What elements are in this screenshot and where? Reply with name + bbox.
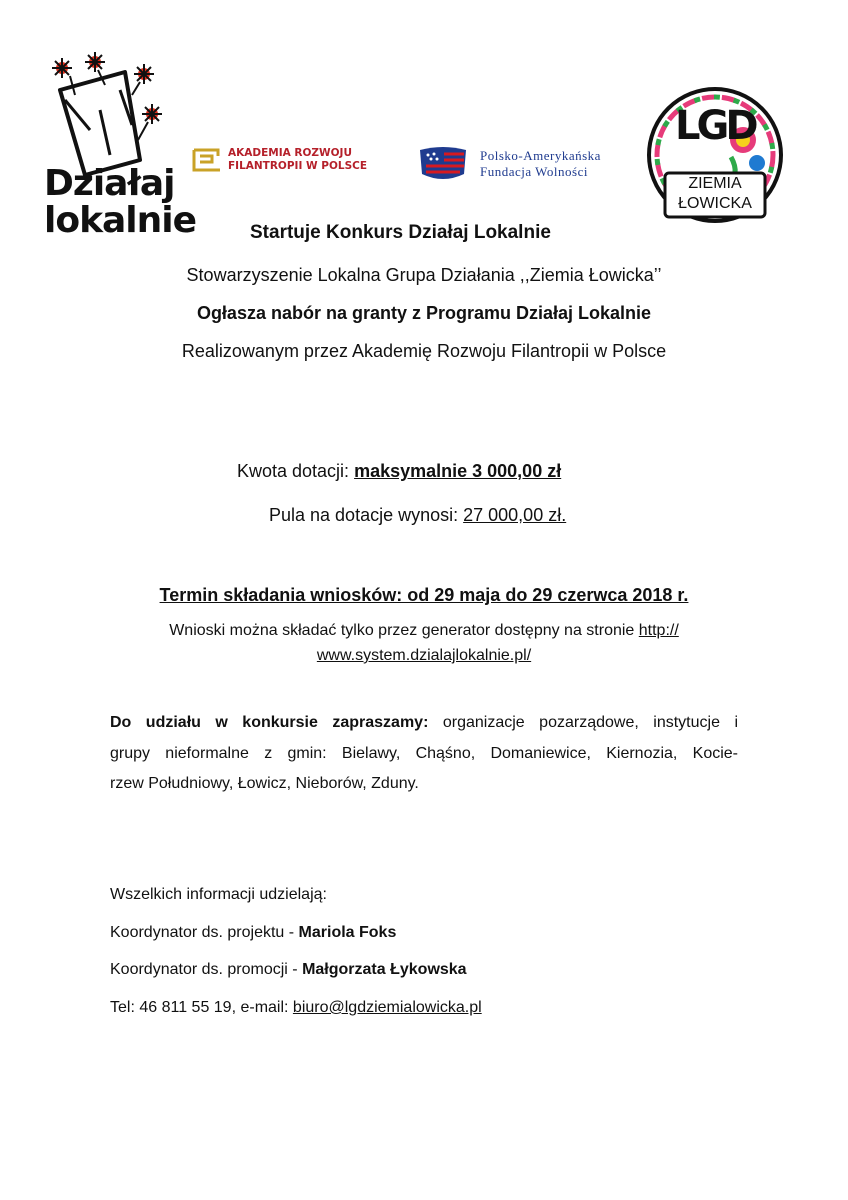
lgd-ziemia-lowicka-logo (645, 85, 785, 225)
akademia-mark-icon (192, 148, 222, 172)
contact-intro: Wszelkich informacji udzielają: (110, 886, 327, 903)
pafw-logo (418, 142, 633, 184)
participation-line2: grupy nieformalne z gmin: Bielawy, Chąśno, Domaniewice, Kiernozia, Kocie- (110, 745, 738, 762)
participation-bold: Do udziału w konkursie zapraszamy: (110, 714, 429, 731)
contact-email-link[interactable]: biuro@lgdziemialowicka.pl (292, 999, 482, 1016)
contact-phone: Tel: 46 811 55 19, e-mail: (110, 999, 293, 1016)
participation-line3: rzew Południowy, Łowicz, Nieborów, Zduny. (110, 775, 419, 792)
deadline-title: Termin składania wniosków: od 29 maja do 29 czerwca 2018 r. (159, 585, 689, 605)
coordinator-promo-line (110, 961, 467, 979)
announcement-line: Ogłasza nabór na granty z Programu Działaj Lokalnie (196, 303, 652, 323)
grant-pool-line (269, 505, 566, 526)
contact-phone-email-line (110, 999, 482, 1017)
dzialaj-logo-line2: lokalnie (44, 200, 197, 241)
pafw-logo-line2: Fundacja Wolności (480, 164, 588, 179)
application-info-text: Wnioski można składać tylko przez generator dostępny na stronie (169, 622, 639, 639)
akademia-logo-line1: AKADEMIA ROZWOJU (228, 147, 352, 159)
participation-line1 (110, 714, 738, 732)
coordinator-project-line (110, 924, 396, 942)
pafw-logo-line1: Polsko-Amerykańska (480, 148, 601, 163)
coordinator-promo-name: Małgorzata Łykowska (302, 961, 467, 978)
lgd-logo-line2: ŁOWICKA (678, 195, 752, 212)
page-title: Startuje Konkurs Działaj Lokalnie (250, 222, 551, 243)
grant-pool-label: Pula na dotacje wynosi: (269, 505, 464, 525)
generator-link-line (0, 647, 848, 665)
dzialaj-logo-line1: Działaj (44, 163, 175, 204)
realized-by-line: Realizowanym przez Akademię Rozwoju Filantropii w Polsce (181, 341, 667, 361)
generator-link-part2[interactable]: www.system.dzialajlokalnie.pl/ (316, 647, 532, 664)
coordinator-project-name: Mariola Foks (298, 924, 397, 941)
grant-amount-label: Kwota dotacji: (237, 461, 355, 481)
organization-line: Stowarzyszenie Lokalna Grupa Działania ,,Ziemia Łowicka’’ (186, 265, 662, 285)
lgd-logo-line1: ZIEMIA (688, 175, 742, 192)
grant-amount-line (237, 461, 561, 482)
coordinator-project-label: Koordynator ds. projektu - (110, 924, 299, 941)
grant-pool-value: 27 000,00 zł. (463, 505, 567, 525)
lgd-logo-letters: LGD (675, 103, 755, 149)
akademia-logo-line2: FILANTROPII W POLSCE (228, 160, 368, 172)
generator-link-part1[interactable]: http:// (638, 622, 679, 639)
grant-amount-value: maksymalnie 3 000,00 zł (354, 461, 562, 481)
coordinator-promo-label: Koordynator ds. promocji - (110, 961, 303, 978)
application-info-line (0, 622, 848, 640)
akademia-logo (192, 146, 382, 176)
pafw-flag-icon (418, 144, 468, 182)
dzialaj-lokalnie-logo (40, 50, 197, 255)
participation-text1: organizacje pozarządowe, instytucje i (428, 714, 738, 731)
